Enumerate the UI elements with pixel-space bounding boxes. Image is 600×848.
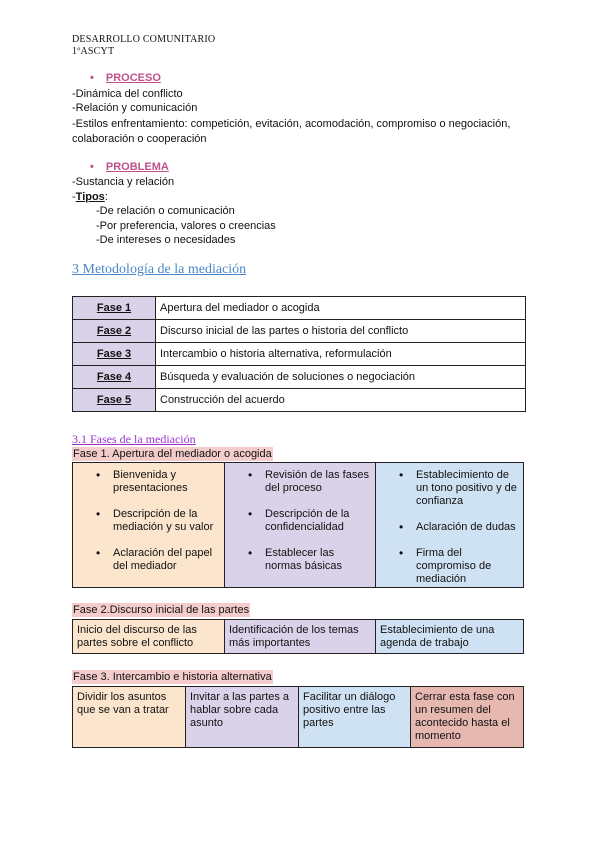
table-row	[73, 297, 526, 320]
fase3-cell: Dividir los asuntos que se van a tratar	[73, 687, 186, 747]
course-title: DESARROLLO COMUNITARIO	[72, 34, 216, 45]
table-row	[73, 320, 526, 343]
phase-desc: Apertura del mediador o acogida	[156, 297, 526, 320]
proceso-line: -Dinámica del conflicto	[72, 88, 183, 100]
phase-desc: Intercambio o historia alternativa, reformulación	[156, 343, 526, 366]
phase-desc: Construcción del acuerdo	[156, 389, 526, 412]
fase1-col	[225, 463, 376, 587]
fase3-grid	[72, 686, 524, 748]
metodologia-heading: 3 Metodología de la mediación	[72, 262, 247, 277]
tipo-item: -Por preferencia, valores o creencias	[96, 220, 276, 232]
bullet-icon: •	[90, 161, 94, 173]
fase2-grid	[72, 619, 524, 654]
proceso-line: -Estilos enfrentamiento: competición, evitación, acomodación, compromiso o negociación,	[72, 118, 511, 130]
phase-label: Fase 2	[73, 320, 156, 343]
phase-label: Fase 3	[73, 343, 156, 366]
tipos-label: Tipos	[75, 191, 105, 203]
list-item: • Aclaración del papel del mediador	[73, 547, 224, 573]
problema-heading	[90, 161, 169, 173]
proceso-line: -Relación y comunicación	[72, 102, 198, 114]
phases-table	[72, 296, 526, 412]
list-item: • Revisión de las fases del proceso	[225, 469, 375, 495]
list-item: • Establecer las normas básicas	[225, 547, 375, 573]
list-item: • Descripción de la mediación y su valor	[73, 508, 224, 534]
fase3-cell: Cerrar esta fase con un resumen del acontecido hasta el momento	[411, 687, 523, 747]
fase1-label: Fase 1. Apertura del mediador o acogida	[73, 448, 272, 460]
fase1-col	[73, 463, 225, 587]
list-item: • Aclaración de dudas	[376, 521, 523, 534]
phase-desc: Discurso inicial de las partes o historia del conflicto	[156, 320, 526, 343]
course-group: 1ºASCYT	[72, 46, 115, 57]
phase-label: Fase 1	[73, 297, 156, 320]
problema-title: PROBLEMA	[105, 161, 169, 173]
fase1-grid	[72, 462, 524, 588]
fase1-col	[376, 463, 523, 587]
list-item: • Firma del compromiso de mediación	[376, 547, 523, 586]
phase-label: Fase 5	[73, 389, 156, 412]
fase3-cell: Facilitar un diálogo positivo entre las partes	[299, 687, 411, 747]
proceso-title: PROCESO	[105, 72, 161, 84]
proceso-heading	[90, 72, 161, 84]
tipos-colon: :	[104, 191, 108, 203]
tipos-line	[72, 190, 108, 204]
list-item: • Descripción de la confidencialidad	[225, 508, 375, 534]
table-row	[73, 343, 526, 366]
list-item: • Establecimiento de un tono positivo y de confianza	[376, 469, 523, 508]
phase-desc: Búsqueda y evaluación de soluciones o negociación	[156, 366, 526, 389]
fase2-cell: Establecimiento de una agenda de trabajo	[376, 620, 523, 653]
document-header	[72, 34, 215, 58]
tipos-dash: -	[72, 191, 76, 203]
phase-label: Fase 4	[73, 366, 156, 389]
list-item: • Bienvenida y presentaciones	[73, 469, 224, 495]
proceso-line: colaboración o cooperación	[72, 133, 207, 145]
fase2-label: Fase 2.Discurso inicial de las partes	[73, 604, 250, 616]
tipo-item: -De relación o comunicación	[96, 205, 235, 217]
fase3-label: Fase 3. Intercambio e historia alternativa	[73, 671, 272, 683]
tipo-item: -De intereses o necesidades	[96, 234, 236, 246]
fase2-cell: Inicio del discurso de las partes sobre el conflicto	[73, 620, 225, 653]
fases-heading: 3.1 Fases de la mediación	[72, 432, 196, 446]
fase2-cell: Identificación de los temas más importantes	[225, 620, 376, 653]
bullet-icon: •	[90, 72, 94, 84]
problema-line: -Sustancia y relación	[72, 176, 175, 188]
fase3-cell: Invitar a las partes a hablar sobre cada asunto	[186, 687, 299, 747]
table-row	[73, 366, 526, 389]
table-row	[73, 389, 526, 412]
